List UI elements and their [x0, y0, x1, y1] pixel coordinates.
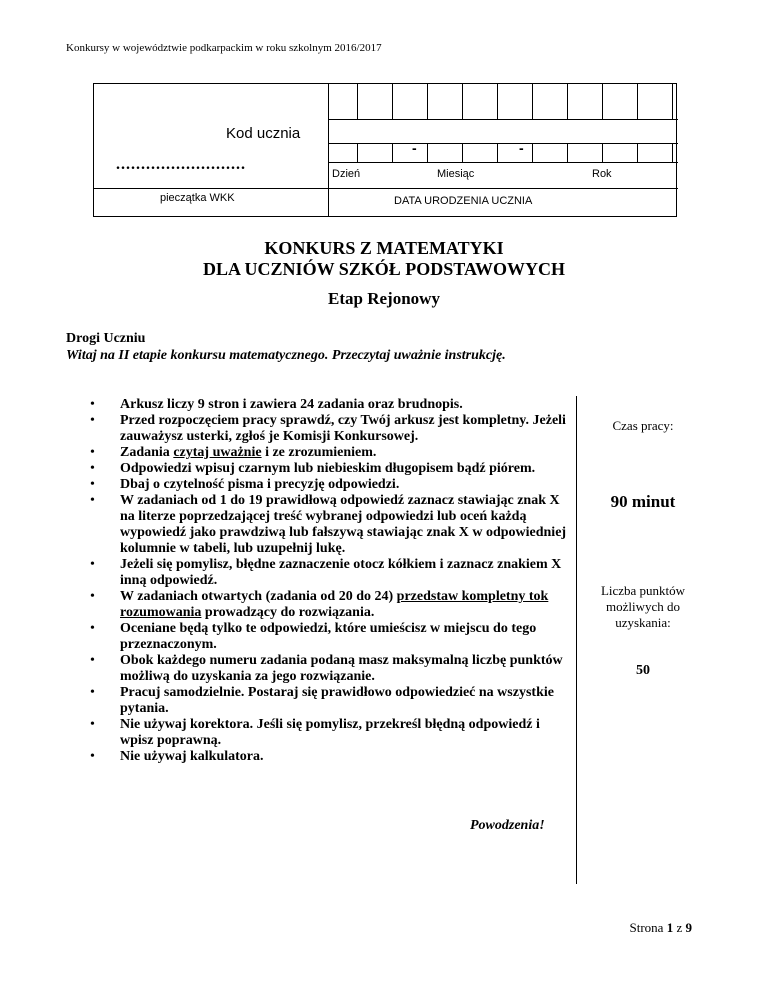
- dob-cell[interactable]: [638, 143, 673, 162]
- instruction-emphasis: czytaj uważnie: [173, 445, 262, 460]
- points-value: 50: [636, 663, 650, 678]
- document-header: Konkursy w województwie podkarpackim w roku szkolnym 2016/2017: [66, 42, 382, 54]
- instruction-item: • Pracuj samodzielnie. Postaraj się prawidłowo odpowiedzieć na wszystkie pytania.: [90, 685, 568, 717]
- birth-date-title: DATA URODZENIA UCZNIA: [394, 195, 533, 207]
- instruction-item: • Dbaj o czytelność pisma i precyzję odpowiedzi.: [90, 477, 568, 493]
- code-cell[interactable]: [603, 84, 638, 119]
- stamp-placeholder: ..........................: [116, 156, 246, 173]
- page-number: [630, 920, 692, 936]
- instruction-emphasis: przedstaw kompletny tok rozumowania: [120, 589, 549, 620]
- instruction-item: • W zadaniach od 1 do 19 prawidłową odpowiedź zaznacz stawiając znak X na literze poprzedzającej treść wybranej odpowiedzi lub oceń każdą wypowiedź jako prawdziwą lub fałszywą stawiając znak X w odpowiedniej kolumnie w tabeli, lub uzupełnij lukę.: [90, 493, 568, 557]
- day-label: Dzień: [332, 168, 361, 180]
- code-cell[interactable]: [533, 84, 568, 119]
- instruction-item: • Obok każdego numeru zadania podaną masz maksymalną liczbę punktów możliwą do uzyskania za jego rozwiązanie.: [90, 653, 568, 685]
- instruction-item: • Nie używaj kalkulatora.: [90, 749, 568, 765]
- instructions-list: [90, 397, 568, 765]
- month-year-dash: -: [519, 140, 524, 156]
- side-panel-divider: [576, 396, 577, 884]
- dob-cell[interactable]: [428, 143, 463, 162]
- code-cell[interactable]: [393, 84, 428, 119]
- page-current: 1: [666, 920, 674, 935]
- code-cell[interactable]: [328, 84, 358, 119]
- instruction-item: • Przed rozpoczęciem pracy sprawdź, czy Twój arkusz jest kompletny. Jeżeli zauważysz usterki, zgłoś je Komisji Konkursowej.: [90, 413, 568, 445]
- code-cell[interactable]: [358, 84, 393, 119]
- code-cell[interactable]: [428, 84, 463, 119]
- instruction-item: • Odpowiedzi wpisuj czarnym lub niebieskim długopisem bądź piórem.: [90, 461, 568, 477]
- page-total: 9: [685, 920, 692, 935]
- time-label: Czas pracy:: [612, 418, 674, 433]
- dob-cell[interactable]: [498, 143, 533, 162]
- instruction-text: prowadzący do rozwiązania.: [201, 605, 375, 620]
- dob-labels-line: [328, 188, 678, 189]
- student-code-box: [93, 83, 677, 217]
- code-cell[interactable]: [498, 84, 533, 119]
- instruction-item: [90, 445, 568, 461]
- month-label: Miesiąc: [437, 168, 475, 180]
- good-luck-text: Powodzenia!: [470, 818, 545, 833]
- dob-cell[interactable]: [358, 143, 393, 162]
- instruction-item: • Nie używaj korektora. Jeśli się pomylisz, przekreśl błędną odpowiedź i wpisz poprawną.: [90, 717, 568, 749]
- birth-date-cells[interactable]: [328, 143, 673, 162]
- contest-subtitle: DLA UCZNIÓW SZKÓŁ PODSTAWOWYCH: [203, 259, 565, 279]
- stamp-label: pieczątka WKK: [160, 192, 235, 204]
- dob-cell[interactable]: [328, 143, 358, 162]
- welcome-text: Witaj na II etapie konkursu matematycznego. Przeczytaj uważnie instrukcję.: [66, 348, 506, 363]
- day-month-dash: -: [412, 140, 417, 156]
- points-label: Liczba punktów możliwych do uzyskania:: [600, 583, 686, 630]
- student-code-label: Kod ucznia: [226, 125, 301, 142]
- contest-title: KONKURS Z MATEMATYKI: [264, 238, 504, 258]
- time-value: 90 minut: [610, 492, 676, 511]
- page-separator: z: [673, 920, 686, 935]
- dob-cell[interactable]: [603, 143, 638, 162]
- code-row-line: [328, 119, 678, 120]
- dob-cell[interactable]: [568, 143, 603, 162]
- instruction-item: [90, 589, 568, 621]
- dob-cell[interactable]: [463, 143, 498, 162]
- instruction-text: W zadaniach otwartych (zadania od 20 do 24): [120, 589, 397, 604]
- instruction-item: • Arkusz liczy 9 stron i zawiera 24 zadania oraz brudnopis.: [90, 397, 568, 413]
- dob-cells-line: [328, 162, 678, 163]
- instruction-item: • Jeżeli się pomylisz, błędne zaznaczenie otocz kółkiem i zaznacz znakiem X inną odpowiedź.: [90, 557, 568, 589]
- code-cell[interactable]: [463, 84, 498, 119]
- dob-cell[interactable]: [533, 143, 568, 162]
- year-label: Rok: [592, 168, 612, 180]
- contest-stage: Etap Rejonowy: [328, 289, 440, 308]
- code-cell[interactable]: [568, 84, 603, 119]
- stamp-divider: [94, 188, 328, 189]
- instruction-item: • Oceniane będą tylko te odpowiedzi, które umieścisz w miejscu do tego przeznaczonym.: [90, 621, 568, 653]
- instruction-text: i ze zrozumieniem.: [261, 445, 377, 460]
- dob-cell[interactable]: [393, 143, 428, 162]
- page-prefix: Strona: [629, 920, 667, 935]
- student-code-cells[interactable]: [328, 84, 673, 119]
- instruction-text: Zadania: [120, 445, 174, 460]
- code-cell[interactable]: [638, 84, 673, 119]
- greeting: Drogi Uczniu: [66, 331, 146, 346]
